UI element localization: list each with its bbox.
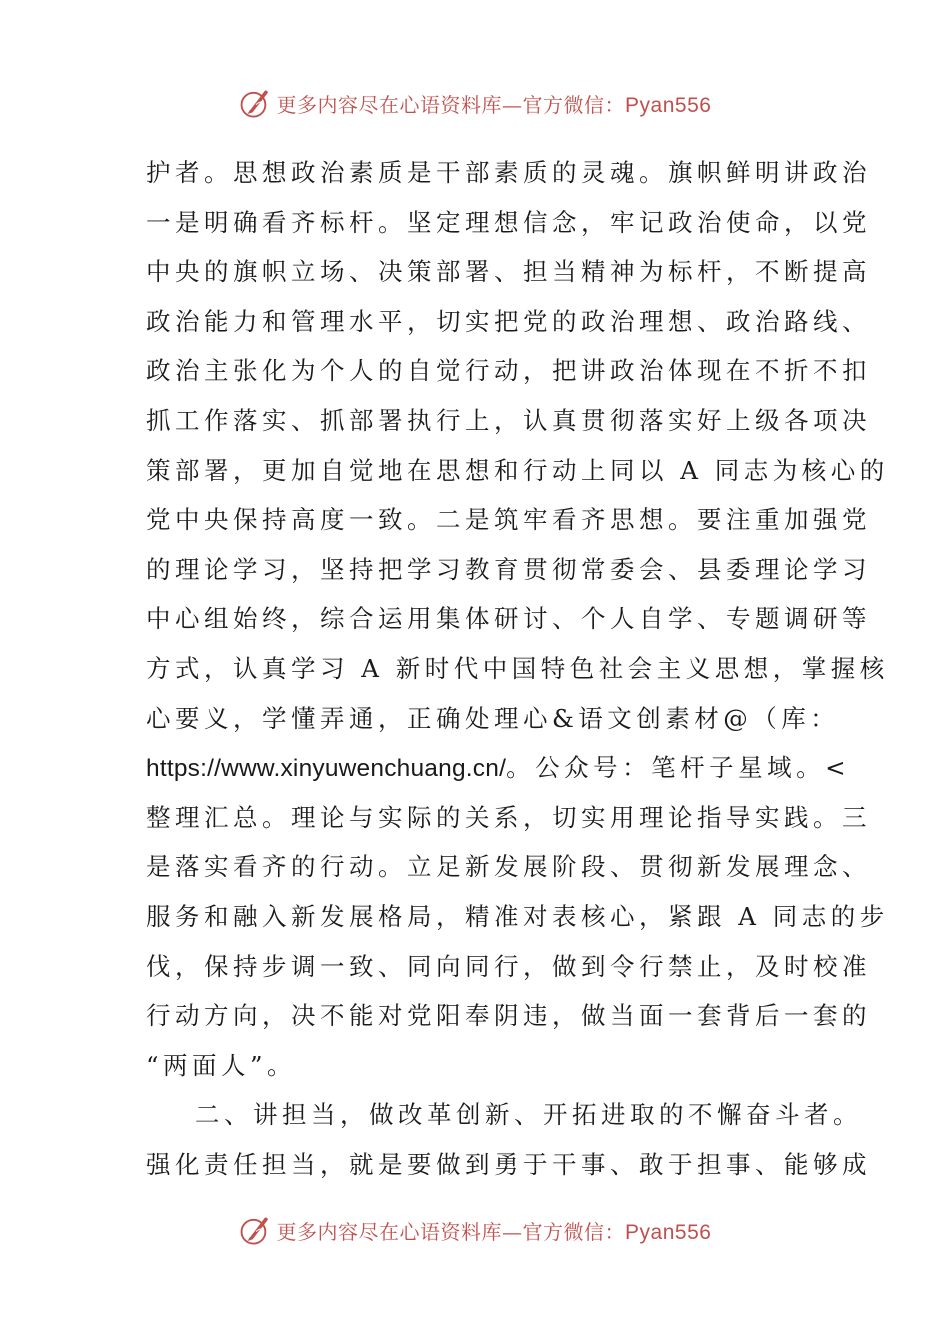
footer-banner [0, 1210, 950, 1250]
body-line: 抓工作落实、抓部署执行上，认真贯彻落实好上级各项决 [146, 405, 871, 435]
body-line: 行动方向，决不能对党阳奉阴违，做当面一套背后一套的 [146, 1001, 871, 1031]
header-banner-handle: Pyan556 [625, 93, 712, 117]
body-line: 中心组始终，综合运用集体研讨、个人自学、专题调研等 [146, 604, 871, 634]
url-line-suffix: 。公众号：笔杆子星域。< [506, 753, 851, 783]
body-line: “两面人”。 [146, 1050, 297, 1080]
body-line: 伐，保持步调一致、同向同行，做到令行禁止，及时校准 [146, 951, 871, 981]
body-line: 强化责任担当，就是要做到勇于干事、敢于担事、能够成 [146, 1149, 871, 1179]
body-line: 心要义，学懂弄通，正确处理心&语文创素材@（库： [146, 703, 840, 733]
quill-logo-icon [239, 86, 273, 120]
source-url-text: https://www.xinyuwenchuang.cn/ [146, 755, 507, 783]
footer-banner-label: 更多内容尽在心语资料库—官方微信： [276, 1219, 626, 1244]
body-line: 政治主张化为个人的自觉行动，把讲政治体现在不折不扣 [146, 356, 871, 386]
body-line: 党中央保持高度一致。二是筑牢看齐思想。要注重加强党 [146, 505, 871, 535]
section-heading-line: 二、讲担当，做改革创新、开拓进取的不懈奋斗者。 [195, 1100, 862, 1130]
body-line: 一是明确看齐标杆。坚定理想信念，牢记政治使命，以党 [146, 207, 871, 237]
quill-logo-icon [239, 1213, 273, 1247]
body-line: 策部署，更加自觉地在思想和行动上同以 A 同志为核心的 [146, 455, 889, 485]
body-line: 中央的旗帜立场、决策部署、担当精神为标杆，不断提高 [146, 257, 871, 287]
document-body [146, 148, 889, 1189]
body-line: 服务和融入新发展格局，精准对表核心，紧跟 A 同志的步 [146, 901, 889, 931]
body-line: 政治能力和管理水平，切实把党的政治理想、政治路线、 [146, 306, 871, 336]
body-line: 整理汇总。理论与实际的关系，切实用理论指导实践。三 [146, 802, 871, 832]
body-line: 护者。思想政治素质是干部素质的灵魂。旗帜鲜明讲政治 [146, 158, 871, 187]
body-line: 方式，认真学习 A 新时代中国特色社会主义思想，掌握核 [146, 653, 889, 683]
header-banner-text [277, 89, 712, 118]
footer-banner-text [277, 1216, 712, 1245]
body-line-url [146, 743, 851, 793]
footer-banner-handle: Pyan556 [625, 1220, 712, 1244]
body-line: 的理论学习，坚持把学习教育贯彻常委会、县委理论学习 [146, 554, 871, 584]
header-banner [0, 83, 950, 123]
header-banner-label: 更多内容尽在心语资料库—官方微信： [276, 92, 626, 117]
body-line: 是落实看齐的行动。立足新发展阶段、贯彻新发展理念、 [146, 852, 871, 882]
